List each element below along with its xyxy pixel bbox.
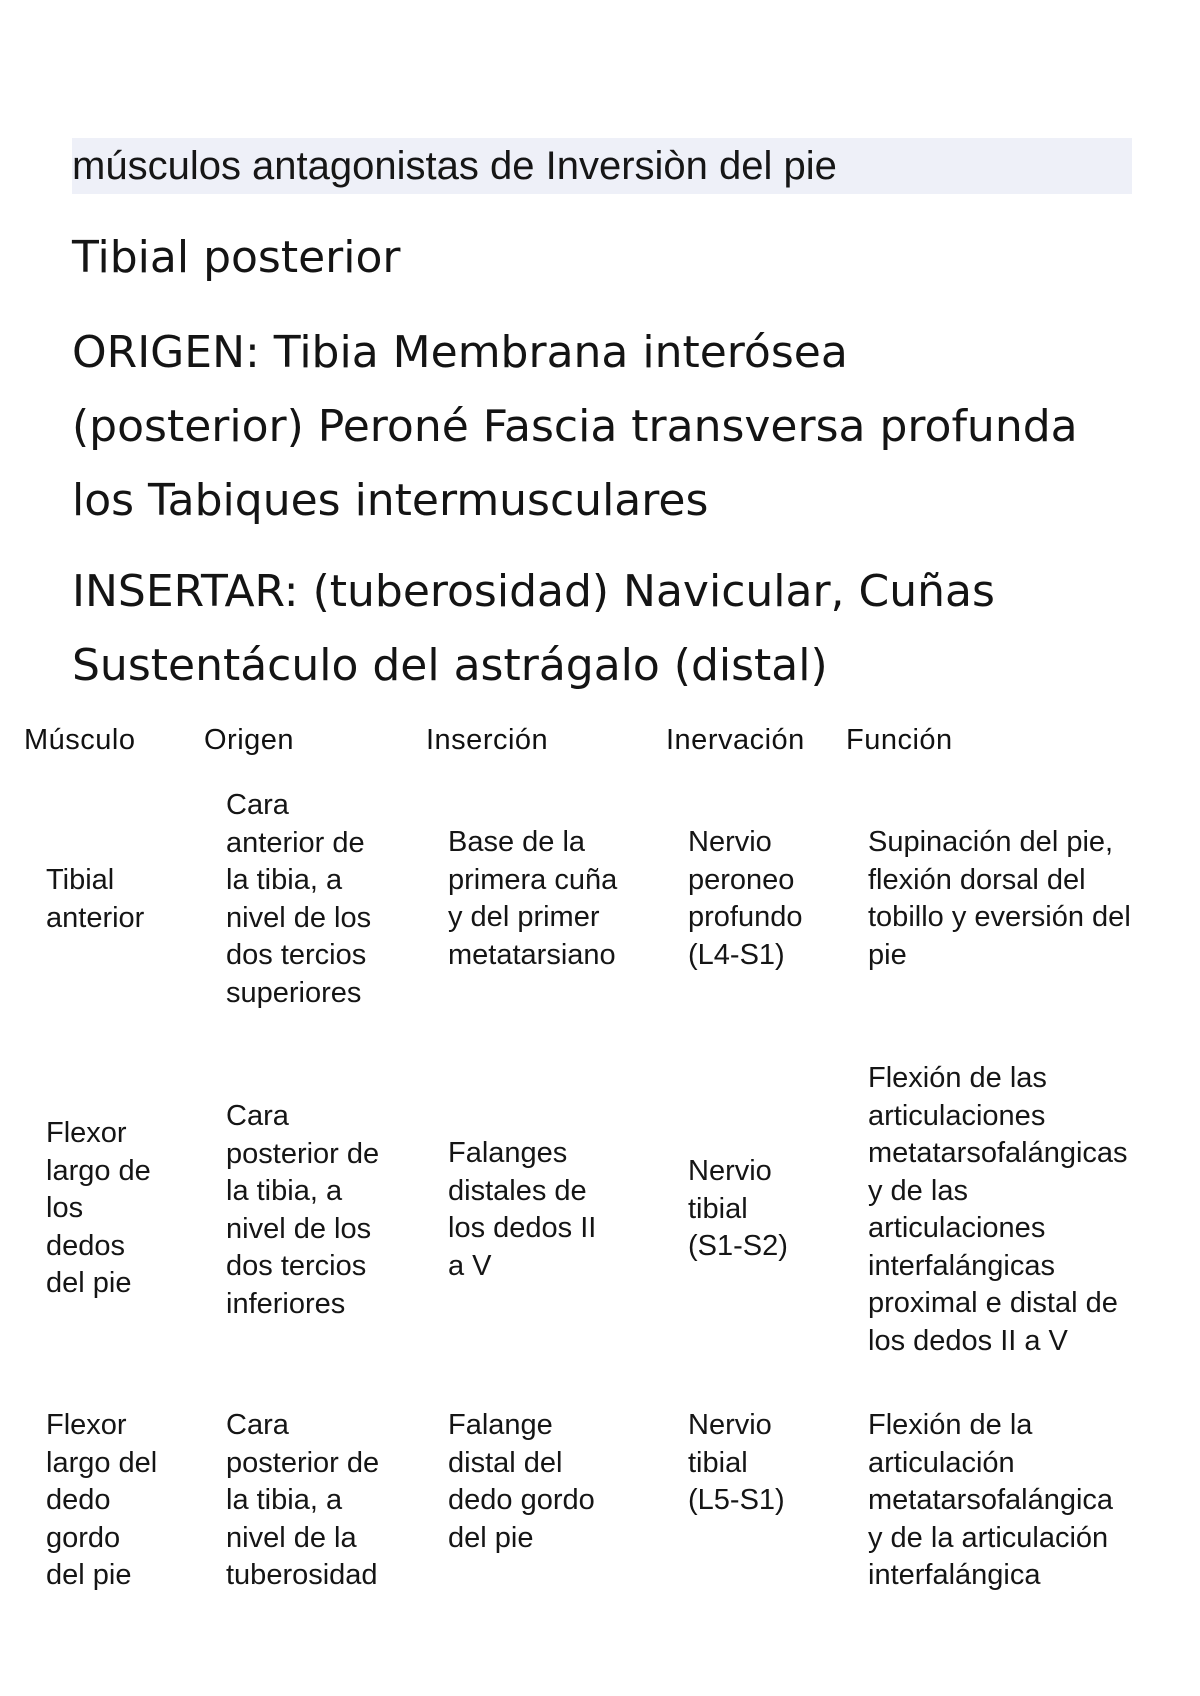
header-inervacion: Inervación [666,724,805,756]
cell-origen: Cara posterior de la tibia, a nivel de los dos tercios inferiores [226,1100,380,1320]
cell-insercion: Falanges distales de los dedos II a V [448,1137,597,1282]
cell-funcion: Flexión de las articulaciones metatarsofalángicas y de las articulaciones interfalángicas proximal e distal de los dedos II a V [868,1062,1128,1357]
insertion-paragraph: INSERTAR: (tuberosidad) Navicular, Cuñas Sustentáculo del astrágalo (distal) [72,566,995,691]
cell-musculo: Tibial anterior [46,864,145,934]
table-header [0,720,1200,760]
cell-funcion: Flexión de la articulación metatarsofalángica y de la articulación interfalángica [868,1409,1114,1591]
cell-musculo: Flexor largo del dedo gordo del pie [46,1409,158,1591]
cell-musculo: Flexor largo de los dedos del pie [46,1117,151,1299]
header-insercion: Inserción [426,724,549,756]
cell-insercion: Base de la primera cuña y del primer metatarsiano [448,826,618,971]
document-title: músculos antagonistas de Inversiòn del pie [72,138,1132,194]
origin-paragraph: ORIGEN: Tibia Membrana interósea (posterior) Peroné Fascia transversa profunda los Tabiques intermusculares [72,327,1078,526]
cell-funcion: Supinación del pie, flexión dorsal del tobillo y eversión del pie [868,826,1131,971]
header-musculo: Músculo [24,724,136,756]
cell-insercion: Falange distal del dedo gordo del pie [448,1409,595,1554]
cell-inervacion: Nervio peroneo profundo (L4-S1) [688,826,803,971]
header-origen: Origen [204,724,295,756]
cell-origen: Cara posterior de la tibia, a nivel de la tuberosidad [226,1409,380,1591]
cell-inervacion: Nervio tibial (S1-S2) [688,1155,788,1262]
header-funcion: Función [846,724,953,756]
cell-inervacion: Nervio tibial (L5-S1) [688,1409,785,1516]
cell-origen: Cara anterior de la tibia, a nivel de los dos tercios superiores [226,789,372,1009]
muscle-name-heading: Tibial posterior [72,232,401,283]
